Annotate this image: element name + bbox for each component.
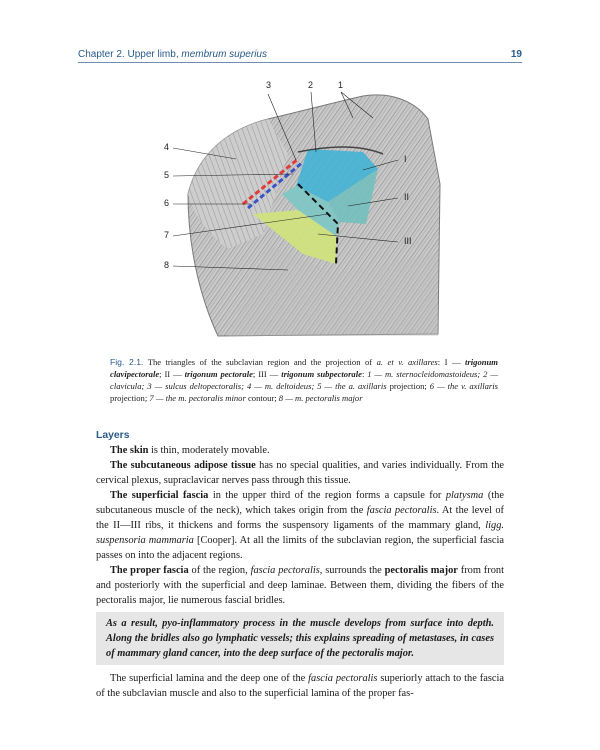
caption-term: trigonum clavipectorale bbox=[110, 357, 498, 379]
paragraph-subcutaneous bbox=[96, 458, 504, 488]
paragraph-proper-fascia bbox=[96, 563, 504, 608]
label-8: 8 bbox=[164, 260, 170, 270]
caption-text: The triangles of the subclavian region and the projection of bbox=[143, 357, 377, 367]
caption-text: contour; bbox=[245, 393, 279, 403]
term: The skin bbox=[110, 445, 149, 456]
latin-term: fascia pectoralis bbox=[308, 673, 378, 684]
text: of the region, bbox=[188, 565, 251, 576]
text: in the upper third of the region forms a capsule for bbox=[208, 490, 446, 501]
figure-caption bbox=[110, 356, 498, 404]
caption-text: : bbox=[361, 369, 368, 379]
paragraph-skin bbox=[96, 443, 504, 458]
caption-text: 1 — m. sternocleidomastoideus; 2 — clavicula; 3 — sulcus deltopectoralis; 4 — m. deltoideus; 5 — the a. axillaris bbox=[110, 369, 499, 391]
running-header bbox=[78, 42, 522, 60]
term: The proper fascia bbox=[110, 565, 189, 576]
caption-text: : I — bbox=[437, 357, 466, 367]
text: from front and posteriorly with the superficial and deep laminae. Between them, dividing the fibers of the pectoralis major, lie numerous fascial bridles. bbox=[96, 565, 505, 606]
label-7: 7 bbox=[164, 230, 170, 240]
chapter-title bbox=[78, 49, 267, 60]
latin-term: platysma bbox=[445, 490, 484, 501]
caption-text: 8 — m. pectoralis major bbox=[278, 393, 363, 403]
latin-term: fascia pectoralis bbox=[366, 505, 437, 516]
label-III: III bbox=[404, 236, 412, 246]
term: The superficial fascia bbox=[110, 490, 209, 501]
text: [Cooper]. At all the limits of the subclavian region, the superficial fascia passes on into the adjacent regions. bbox=[96, 535, 504, 561]
text: The superficial lamina and the deep one of the bbox=[110, 673, 309, 684]
caption-text: projection; bbox=[386, 381, 430, 391]
text: is thin, moderately movable. bbox=[148, 445, 270, 456]
term: The subcutaneous adipose tissue bbox=[110, 460, 256, 471]
text: (the subcutaneous muscle of the neck), which takes origin from the bbox=[96, 490, 504, 516]
label-6: 6 bbox=[164, 198, 170, 208]
text: , surrounds the bbox=[319, 565, 385, 576]
caption-text: a. et v. axillares bbox=[376, 357, 438, 367]
caption-text: 6 — the v. axillaris bbox=[429, 381, 498, 391]
text: has no special qualities, and varies individually. From the cervical plexus, supraclavicar nerves pass through this tissue. bbox=[96, 460, 504, 486]
caption-term: trigonum subpectorale bbox=[281, 369, 362, 379]
label-5: 5 bbox=[164, 170, 170, 180]
header-rule bbox=[78, 62, 522, 63]
paragraph-laminae bbox=[96, 671, 504, 701]
clinical-note-box: As a result, pyo-inflammatory process in the muscle develops from surface into depth. Along the bridles also go lymphatic vessels; this explains spreading of metastases, in cases of mammary gland cancer, into the deep surface of the pectoralis major. bbox=[96, 612, 504, 665]
term: pectoralis major bbox=[384, 565, 458, 576]
label-I: I bbox=[404, 154, 407, 164]
main-text bbox=[96, 428, 504, 701]
section-heading: Layers bbox=[96, 430, 130, 441]
caption-text: ; III — bbox=[252, 369, 282, 379]
caption-text: 7 — the m. pectoralis minor bbox=[149, 393, 246, 403]
chapter-latin: membrum superius bbox=[181, 49, 267, 60]
figure-number: Fig. 2.1. bbox=[110, 357, 144, 367]
label-3: 3 bbox=[266, 80, 272, 90]
text: . At the level of the II—III ribs, it thickens and forms the suspensory ligaments of the mammary gland, bbox=[96, 505, 504, 531]
text: superiorly attach to the fascia of the subclavian muscle and also to the superficial lamina of the proper fas- bbox=[96, 673, 504, 699]
label-1: 1 bbox=[338, 80, 344, 90]
label-2: 2 bbox=[308, 80, 314, 90]
chapter-label: Chapter 2. Upper limb, bbox=[78, 49, 179, 60]
caption-text: ; II — bbox=[159, 369, 185, 379]
label-4: 4 bbox=[164, 142, 170, 152]
caption-term: trigonum pectorale bbox=[184, 369, 253, 379]
latin-term: ligg. suspensoria mammaria bbox=[96, 520, 504, 546]
page-number: 19 bbox=[510, 49, 522, 60]
label-II: II bbox=[404, 192, 410, 202]
latin-term: fascia pectoralis bbox=[250, 565, 320, 576]
anatomical-figure bbox=[158, 74, 448, 348]
paragraph-superficial-fascia bbox=[96, 488, 504, 563]
caption-text: projection; bbox=[110, 393, 150, 403]
figure-drawing bbox=[158, 74, 448, 348]
